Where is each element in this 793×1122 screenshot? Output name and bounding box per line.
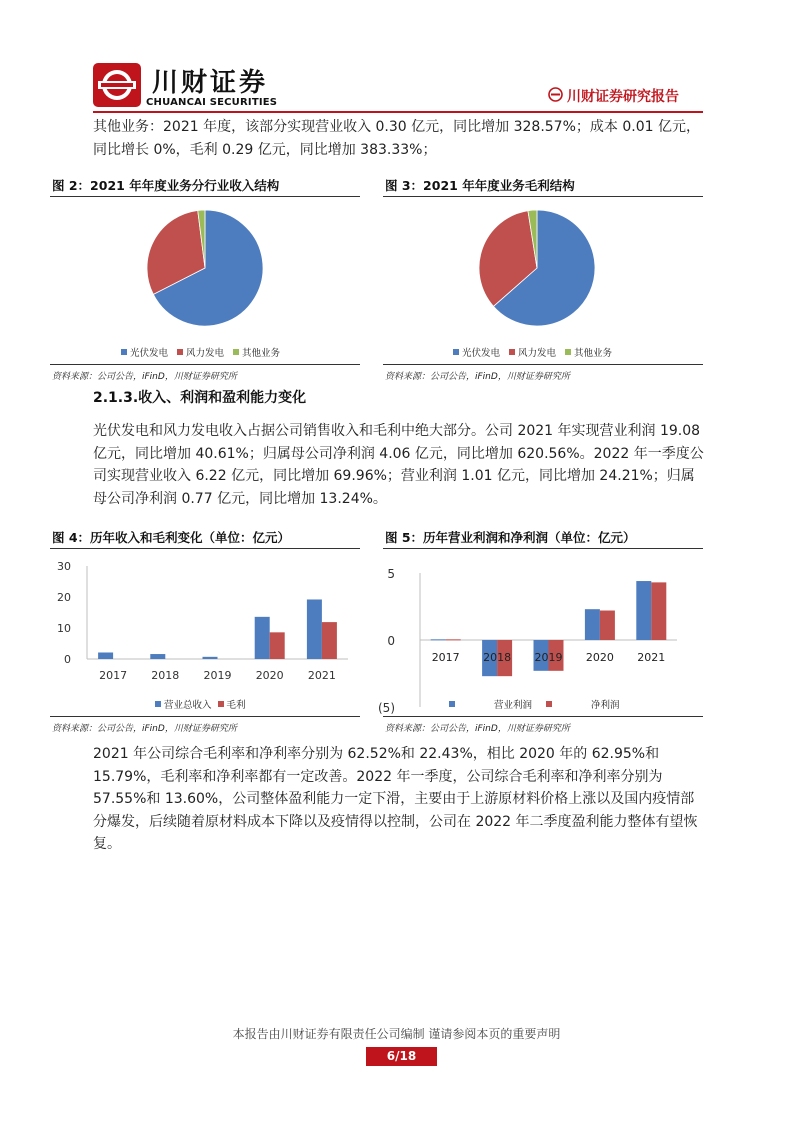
footer-disclaimer: 本报告由川财证券有限责任公司编制 谨请参阅本页的重要声明 (232, 1027, 561, 1041)
fig5-bottom-rule (383, 716, 703, 717)
y-tick-label: 20 (57, 591, 71, 604)
fig3-legend-label: 其他业务 (574, 348, 613, 359)
x-tick-label: 2021 (637, 651, 666, 664)
paragraph-profit-summary: 光伏发电和风力发电收入占据公司销售收入和毛利中绝大部分。公司 2021 年实现营业利润 19.08 亿元，同比增加 40.61%；归属母公司净利润 4.06 亿元，同比增加 620.56%。2022 年一季度公司实现营业收入 6.22 亿元，同比增加 69.96%；营业利润 1.01 亿元，同比增加 24.21%；归属母公司净利润 0.77 亿元，同比增加 13.24%。 (93, 423, 704, 507)
x-tick-label: 2017 (431, 651, 460, 664)
company-logo (93, 63, 141, 107)
fig5-legend (449, 697, 620, 711)
fig4-title: 图 4：历年收入和毛利变化（单位：亿元） (52, 530, 291, 545)
fig2-legend (121, 345, 280, 359)
section-heading: 2.1.3.收入、利润和盈利能力变化 (93, 390, 307, 406)
bar (322, 622, 337, 659)
fig4-legend (155, 697, 246, 711)
bar (255, 617, 270, 659)
fig3-legend (453, 345, 612, 359)
fig2-legend-label: 风力发电 (186, 348, 225, 359)
legend-swatch (453, 349, 459, 355)
fig4-legend-label: 毛利 (226, 700, 246, 711)
legend-swatch (449, 701, 455, 707)
x-tick-label: 2020 (585, 651, 614, 664)
fig2-legend-item (121, 345, 168, 359)
legend-swatch (177, 349, 183, 355)
header-divider (93, 111, 703, 113)
fig4-bars (98, 599, 337, 659)
y-tick-label: 0 (64, 653, 71, 666)
legend-swatch (565, 349, 571, 355)
y-tick-label: (5) (378, 701, 395, 715)
bar (446, 639, 461, 640)
fig4-legend-item (218, 697, 246, 711)
fig2-legend-label: 其他业务 (242, 348, 281, 359)
legend-swatch (509, 349, 515, 355)
x-tick-label: 2017 (99, 669, 128, 682)
page-number: 6/18 (366, 1047, 437, 1066)
fig5-legend-item (546, 697, 620, 711)
fig5-bar-chart (378, 555, 703, 715)
fig4-tick-labels (57, 560, 336, 682)
fig2-pie-chart (140, 205, 270, 335)
x-tick-label: 2021 (307, 669, 336, 682)
bar (651, 582, 666, 640)
bar (600, 611, 615, 640)
fig5-legend-label: 营业利润 (494, 700, 533, 711)
fig2-title: 图 2：2021 年年度业务分行业收入结构 (52, 178, 280, 193)
fig4-legend-item (155, 697, 212, 711)
x-tick-label: 2019 (203, 669, 232, 682)
fig3-title: 图 3：2021 年年度业务毛利结构 (385, 178, 575, 193)
bar (270, 632, 285, 659)
bar (431, 639, 446, 640)
bar (98, 652, 113, 659)
company-name-en: CHUANCAI SECURITIES (146, 97, 278, 108)
fig3-pie-slices (479, 210, 595, 326)
fig5-title-rule (383, 548, 703, 549)
x-tick-label: 2018 (483, 651, 512, 664)
fig2-pie-slices (147, 210, 263, 326)
fig3-bottom-rule (383, 364, 703, 365)
fig3-legend-label: 光伏发电 (462, 348, 501, 359)
fig4-bottom-rule (50, 716, 360, 717)
paragraph-other-business: 其他业务：2021 年度，该部分实现营业收入 0.30 亿元，同比增加 328.57%；成本 0.01 亿元，同比增长 0%，毛利 0.29 亿元，同比增加 383.33%； (93, 119, 700, 158)
fig3-pie-chart (472, 205, 602, 335)
y-tick-label: 30 (57, 560, 71, 573)
fig5-source: 资料来源：公司公告，iFinD，川财证券研究所 (385, 724, 570, 734)
bar (307, 599, 322, 659)
fig3-source: 资料来源：公司公告，iFinD，川财证券研究所 (385, 372, 570, 382)
fig4-title-rule (50, 548, 360, 549)
legend-swatch (155, 701, 161, 707)
fig4-bar-chart (50, 555, 360, 715)
fig4-legend-label: 营业总收入 (164, 700, 212, 711)
fig3-legend-item (509, 345, 556, 359)
bar (203, 657, 218, 659)
bar (636, 581, 651, 640)
y-tick-label: 0 (387, 634, 395, 648)
x-tick-label: 2019 (534, 651, 563, 664)
fig2-title-rule (50, 196, 360, 197)
legend-swatch (233, 349, 239, 355)
company-name: 川财证券 (152, 68, 269, 98)
y-tick-label: 5 (387, 567, 395, 581)
fig2-bottom-rule (50, 364, 360, 365)
fig5-legend-item (449, 697, 532, 711)
bar (585, 609, 600, 640)
bar (150, 654, 165, 659)
y-tick-label: 10 (57, 622, 71, 635)
fig2-legend-item (233, 345, 280, 359)
x-tick-label: 2020 (255, 669, 284, 682)
fig2-legend-item (177, 345, 224, 359)
x-tick-label: 2018 (151, 669, 180, 682)
fig5-tick-labels (378, 567, 665, 715)
fig3-legend-label: 风力发电 (518, 348, 557, 359)
fig2-source: 资料来源：公司公告，iFinD，川财证券研究所 (52, 372, 237, 382)
legend-swatch (121, 349, 127, 355)
fig5-title: 图 5：历年营业利润和净利润（单位：亿元） (385, 530, 636, 545)
fig3-title-rule (383, 196, 703, 197)
legend-swatch (218, 701, 224, 707)
paragraph-margin-analysis: 2021 年公司综合毛利率和净利率分别为 62.52%和 22.43%，相比 2020 年的 62.95%和 15.79%，毛利率和净利率都有一定改善。2022 年一季度，公司综合毛利率和净利率分别为 57.55%和 13.60%，公司整体盈利能力一定下滑，主要由于上游原材料价格上涨以及国内疫情部分爆发，后续随着原材料成本下降以及疫情得以控制，公司在 2022 年二季度盈利能力整体有望恢复。 (93, 746, 698, 852)
logo-mark-icon (548, 87, 563, 106)
fig3-legend-item (453, 345, 500, 359)
fig3-legend-item (565, 345, 612, 359)
legend-swatch (546, 701, 552, 707)
report-label (548, 86, 679, 106)
fig5-legend-label: 净利润 (591, 700, 620, 711)
report-label-text: 川财证券研究报告 (567, 89, 679, 105)
fig4-source: 资料来源：公司公告，iFinD，川财证券研究所 (52, 724, 237, 734)
fig2-legend-label: 光伏发电 (130, 348, 169, 359)
